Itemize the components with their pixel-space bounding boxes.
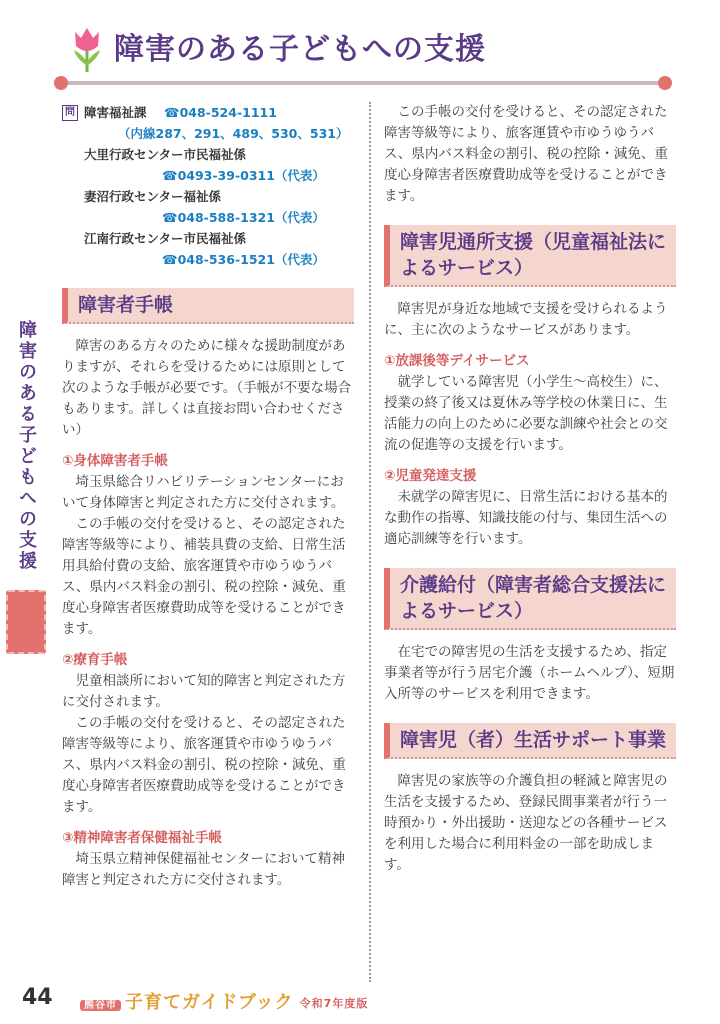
body-text: 在宅での障害児の生活を支援するため、指定事業者等が行う居宅介護（ホームヘルプ）、短期入所等のサービスを利用できます。 [384, 644, 675, 702]
body-text: この手帳の交付を受けると、その認定された障害等級等により、補装具費の支給、日常生活用具給付費の支給、旅客運賃や市ゆうゆうバス、県内バス料金の割引、税の控除・減免、重度心身障害者医療費助成等を受けることができます。 [62, 516, 346, 637]
contact-tel: ☎0493-39-0311（代表） [162, 168, 325, 183]
body-text: 児童相談所において知的障害と判定された方に交付されます。 [62, 673, 346, 710]
inquiry-badge: 問 [62, 105, 78, 121]
page-title: 障害のある子どもへの支援 [114, 32, 486, 67]
subsection-heading: ②療育手帳 [62, 652, 128, 668]
contact-tel: ☎048-536-1521（代表） [162, 252, 325, 267]
subsection-heading: ③精神障害者保健福祉手帳 [62, 830, 222, 846]
footer-edition: 令和7年度版 [299, 997, 369, 1010]
rule-dot-right [658, 76, 672, 90]
column-divider [369, 102, 371, 982]
contact-row [62, 102, 354, 123]
body-text: 就学している障害児（小学生～高校生）に、授業の終了後又は夏休み等学校の休業日に、生活能力の向上のために必要な訓練や社会との交流の促進等の支援を行います。 [384, 374, 668, 453]
page-number: 44 [22, 985, 53, 1010]
side-tab-label: 障害のある子どもへの支援 [16, 320, 37, 572]
section-heading: 介護給付（障害者総合支援法によるサービス） [384, 568, 676, 630]
side-tab-marker [6, 590, 46, 654]
body-text: 埼玉県立精神保健福祉センターにおいて精神障害と判定された方に交付されます。 [62, 851, 345, 888]
footer-guide-title: 子育てガイドブック [125, 992, 294, 1013]
body-text: 障害児の家族等の介護負担の軽減と障害児の生活を支援するため、登録民間事業者が行う一時預かり・外出援助・送迎などの各種サービスを利用した場合に利用料金の一部を助成します。 [384, 773, 668, 873]
body-text: 未就学の障害児に、日常生活における基本的な動作の指導、知識技能の付与、集団生活への適応訓練等を行います。 [384, 489, 668, 547]
contact-name: 妻沼行政センター福祉係 [84, 189, 222, 204]
footer-brand [80, 988, 368, 1014]
body-text: 埼玉県総合リハビリテーションセンターにおいて身体障害と判定された方に交付されます。 [62, 474, 345, 511]
left-column [62, 102, 354, 891]
contact-name: 大里行政センター市民福祉係 [84, 147, 247, 162]
contact-block [62, 102, 354, 270]
title-rule [58, 81, 668, 85]
subsection-heading: ①身体障害者手帳 [62, 453, 168, 469]
intro-text: 障害児が身近な地域で支援を受けられるように、主に次のようなサービスがあります。 [384, 301, 668, 338]
intro-text: 障害のある方々のために様々な援助制度がありますが、それらを受けるためには原則として次のような手帳が必要です。（手帳が不要な場合もあります。詳しくは直接お問い合わせください） [62, 338, 352, 438]
contact-tel: ☎048-588-1321（代表） [162, 210, 325, 225]
contact-tel: （内線287、291、489、530、531） [118, 126, 349, 141]
contact-name: 江南行政センター市民福祉係 [84, 231, 247, 246]
subsection-heading: ②児童発達支援 [384, 468, 477, 484]
right-column [384, 102, 676, 876]
subsection-heading: ①放課後等デイサービス [384, 353, 530, 369]
side-tab [6, 320, 46, 572]
body-text: この手帳の交付を受けると、その認定された障害等級等により、旅客運賃や市ゆうゆうバス、県内バス料金の割引、税の控除・減免、重度心身障害者医療費助成等を受けることができます。 [384, 104, 668, 204]
contact-name: 障害福祉課 [84, 105, 147, 120]
tulip-icon [70, 26, 104, 74]
section-heading: 障害児通所支援（児童福祉法によるサービス） [384, 225, 676, 287]
section-heading: 障害者手帳 [62, 288, 354, 324]
contact-tel: ☎048-524-1111 [164, 105, 277, 120]
rule-dot-left [54, 76, 68, 90]
body-text: この手帳の交付を受けると、その認定された障害等級等により、旅客運賃や市ゆうゆうバス、県内バス料金の割引、税の控除・減免、重度心身障害者医療費助成等を受けることができます。 [62, 715, 346, 815]
section-heading: 障害児（者）生活サポート事業 [384, 723, 676, 759]
footer-city-badge: 熊谷市 [80, 1000, 121, 1011]
